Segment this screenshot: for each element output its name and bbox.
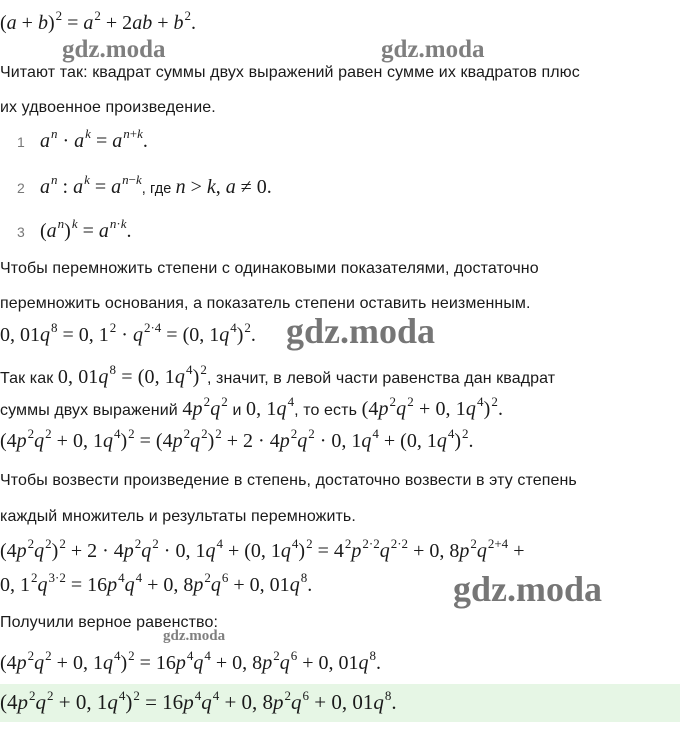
watermark: gdz.moda (381, 36, 485, 63)
formula-square-of-sum: $(a + b)^2 = a^2 + 2ab + b^2$. (0, 8, 196, 34)
rule-2: 2 $a^n$ : $a^k = a^{n-k}$, где n > k, a ≠ 0. (0, 176, 272, 199)
formula-compute-2: 0, $1^2q^{3\cdot 2} = 16p^4q^4 + 0$, $8p^2q^6 + 0$, $01q^8$. (0, 570, 313, 596)
sum-text: суммы двух выражений (0, 402, 183, 419)
that-is-text: , то есть (294, 402, 362, 419)
raise-line-2: каждый множитель и результаты перемножить. (0, 508, 356, 525)
formula-compute-1: $(4p^2q^2)^2 + 2 \cdot 4p^2q^2 \cdot 0$, $1q^4 + (0$, $1q^4)^2 = 4^2p^{2\cdot 2}q^{2\cdot 2} + 0$, $8p^2q^{2+4}$ + (0, 536, 525, 562)
since-line: Так как 0, $01q^8 = (0$, $1q^4)^2$, значит, в левой части равенства дан квадрат (0, 362, 556, 388)
formula-result: ($4p^2q^2 + 0$, $1q^4)^2 = 16p^4q^4 + 0$, $8p^2q^6 + 0$, $01q^8$. (0, 648, 381, 674)
raise-line-1: Чтобы возвести произведение в степень, достаточно возвести в эту степень (0, 472, 577, 489)
formula-expansion: ($4p^2q^2 + 0$, $1q^4)^2 = (4p^2q^2)^2 + 2 \cdot 4p^2q^2 \cdot 0$, $1q^4 + (0$, $1q^4)^2$. (0, 426, 474, 452)
list-number: 3 (17, 224, 25, 240)
rule-3: 3 $(a^n)^k = a^{n\cdot k}$. (0, 220, 132, 243)
watermark: gdz.moda (163, 628, 226, 644)
multiply-line-2: перемножить основания, а показатель степени оставить неизменным. (0, 295, 531, 312)
reading-line-1: Читают так: квадрат суммы двух выражений равен сумме их квадратов плюс (0, 64, 580, 81)
reading-line-2: их удвоенное произведение. (0, 99, 216, 116)
since-text: Так как (0, 370, 58, 387)
watermark: gdz.moda (62, 36, 166, 63)
and-text: и (227, 402, 247, 419)
list-number: 1 (17, 134, 25, 150)
got-line: Получили верное равенство: (0, 614, 219, 631)
rule-2-text: , где (141, 181, 176, 197)
watermark: gdz.moda (286, 311, 436, 351)
multiply-line-1: Чтобы перемножить степени с одинаковыми показателями, достаточно (0, 260, 539, 277)
since-text-2: , значит, в левой части равенства дан квадрат (206, 370, 556, 387)
list-number: 2 (17, 180, 25, 196)
formula-power-identity: 0, $01q^8 = 0$, $1^2 \cdot q^{2\cdot 4} = (0$, $1q^4)^2$. (0, 320, 256, 346)
rule-1: 1 $a^n \cdot a^k = a^{n+k}$. (0, 130, 148, 153)
sum-line: суммы двух выражений $4p^2q^2$ и 0, $1q^4$, то есть ($4p^2q^2 + 0$, $1q^4)^2$. (0, 394, 504, 420)
answer-formula: ($4p^2q^2 + 0$, $1q^4)^2 = 16p^4q^4 + 0$, $8p^2q^6 + 0$, $01q^8$. (0, 688, 397, 714)
watermark: gdz.moda (453, 569, 603, 609)
